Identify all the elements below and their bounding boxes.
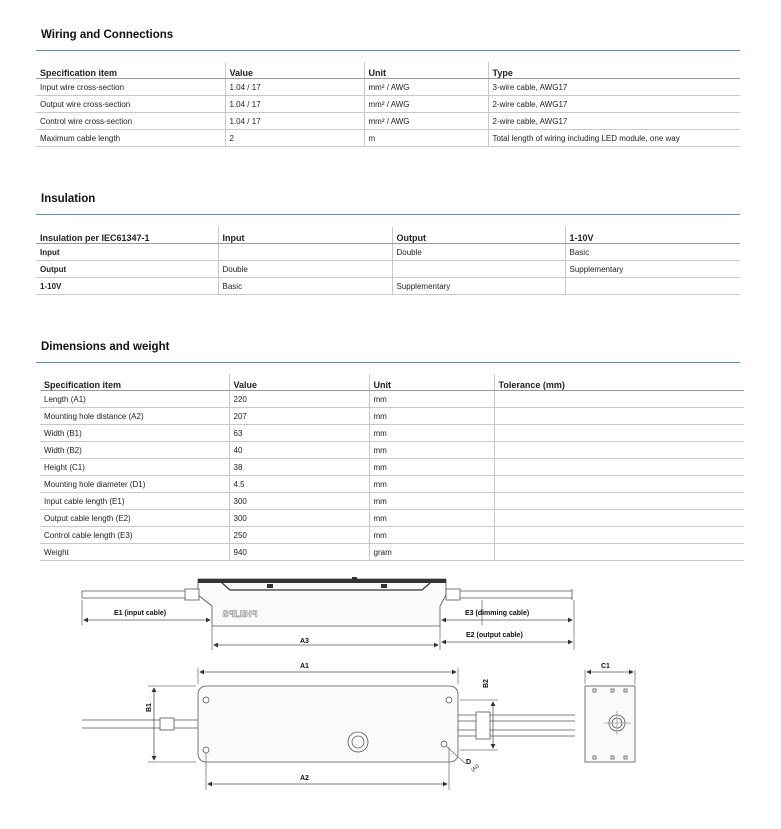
- label-e1: E1 (input cable): [114, 610, 167, 617]
- wiring-table: [36, 62, 740, 147]
- dimensions-cell: 63: [229, 425, 369, 442]
- wiring-cell: Maximum cable length: [36, 130, 225, 147]
- table-row: [36, 244, 740, 261]
- wiring-header-3: Type: [488, 62, 740, 79]
- dimensions-cell: [494, 544, 744, 561]
- table-row: [36, 113, 740, 130]
- dimensions-cell: mm: [369, 527, 494, 544]
- wiring-cell: Input wire cross-section: [36, 79, 225, 96]
- wiring-cell: Total length of wiring including LED module, one way: [488, 130, 740, 147]
- label-e2: E2 (output cable): [466, 632, 523, 639]
- dimensions-cell: mm: [369, 510, 494, 527]
- wiring-cell: mm² / AWG: [364, 113, 488, 130]
- brand-logo: PHILIPS: [222, 609, 258, 619]
- dimensions-cell: Output cable length (E2): [40, 510, 229, 527]
- insulation-cell: Supplementary: [565, 261, 740, 278]
- dimensions-cell: mm: [369, 493, 494, 510]
- wiring-header-2: Unit: [364, 62, 488, 79]
- insulation-cell: 1-10V: [36, 278, 218, 295]
- table-row: [40, 493, 744, 510]
- label-b1: B1: [146, 703, 153, 712]
- end-view: [585, 670, 635, 762]
- insulation-cell: Output: [36, 261, 218, 278]
- wiring-cell: m: [364, 130, 488, 147]
- dimensions-cell: mm: [369, 425, 494, 442]
- wiring-cell: mm² / AWG: [364, 96, 488, 113]
- dimensions-cell: [494, 425, 744, 442]
- insulation-cell: Supplementary: [392, 278, 565, 295]
- dimensions-header-2: Unit: [369, 374, 494, 391]
- dimensions-cell: 4.5: [229, 476, 369, 493]
- insulation-section-title: Insulation: [41, 193, 96, 205]
- dimensions-cell: [494, 459, 744, 476]
- dimensions-cell: Length (A1): [40, 391, 229, 408]
- dimensions-cell: [494, 476, 744, 493]
- dimensions-header-1: Value: [229, 374, 369, 391]
- wiring-cell: 2-wire cable, AWG17: [488, 113, 740, 130]
- wiring-cell: 1.04 / 17: [225, 113, 364, 130]
- dimensions-header-0: Specification item: [40, 374, 229, 391]
- dimensions-cell: [494, 442, 744, 459]
- table-row: [36, 278, 740, 295]
- insulation-cell: [218, 244, 392, 261]
- table-row: [40, 425, 744, 442]
- table-row: [40, 527, 744, 544]
- label-d: D: [466, 759, 472, 766]
- dimensions-cell: mm: [369, 391, 494, 408]
- insulation-cell: Input: [36, 244, 218, 261]
- wiring-header-1: Value: [225, 62, 364, 79]
- technical-drawing: [0, 569, 781, 829]
- table-row: [36, 79, 740, 96]
- table-row: [36, 130, 740, 147]
- dimensions-header-3: Tolerance (mm): [494, 374, 744, 391]
- table-row: [36, 96, 740, 113]
- label-c1: C1: [601, 663, 610, 670]
- insulation-section-rule: [36, 214, 740, 215]
- dimensions-cell: 38: [229, 459, 369, 476]
- dimensions-section-title: Dimensions and weight: [41, 341, 170, 353]
- label-e3: E3 (dimming cable): [465, 610, 530, 617]
- dimensions-cell: mm: [369, 476, 494, 493]
- dimensions-cell: [494, 493, 744, 510]
- dimensions-cell: [494, 527, 744, 544]
- label-a1: A1: [300, 663, 309, 670]
- insulation-cell: Double: [392, 244, 565, 261]
- dimensions-cell: Input cable length (E1): [40, 493, 229, 510]
- dimensions-cell: Control cable length (E3): [40, 527, 229, 544]
- table-row: [40, 476, 744, 493]
- table-row: [40, 510, 744, 527]
- dimensions-cell: [494, 408, 744, 425]
- dimensions-cell: gram: [369, 544, 494, 561]
- dimensions-cell: Width (B1): [40, 425, 229, 442]
- label-b2: B2: [483, 679, 490, 688]
- wiring-cell: Output wire cross-section: [36, 96, 225, 113]
- dimensions-cell: mm: [369, 408, 494, 425]
- dimensions-table: [40, 374, 744, 561]
- table-row: [36, 261, 740, 278]
- insulation-header-3: 1-10V: [565, 227, 740, 244]
- table-row: [40, 459, 744, 476]
- dimensions-cell: mm: [369, 442, 494, 459]
- wiring-cell: 3-wire cable, AWG17: [488, 79, 740, 96]
- insulation-header-2: Output: [392, 227, 565, 244]
- dimensions-cell: Weight: [40, 544, 229, 561]
- insulation-cell: [565, 278, 740, 295]
- wiring-section-title: Wiring and Connections: [41, 29, 174, 41]
- insulation-table: [36, 227, 740, 295]
- label-a2: A2: [300, 775, 309, 782]
- wiring-cell: 2-wire cable, AWG17: [488, 96, 740, 113]
- dimensions-cell: Mounting hole distance (A2): [40, 408, 229, 425]
- insulation-cell: Double: [218, 261, 392, 278]
- insulation-header-0: Insulation per IEC61347-1: [36, 227, 218, 244]
- dimensions-cell: [494, 391, 744, 408]
- dimensions-cell: Width (B2): [40, 442, 229, 459]
- dimensions-section-rule: [36, 362, 740, 363]
- dimensions-cell: Height (C1): [40, 459, 229, 476]
- dimensions-cell: Mounting hole diameter (D1): [40, 476, 229, 493]
- table-row: [40, 391, 744, 408]
- insulation-cell: Basic: [218, 278, 392, 295]
- wiring-cell: 1.04 / 17: [225, 96, 364, 113]
- dimensions-cell: 220: [229, 391, 369, 408]
- table-row: [40, 442, 744, 459]
- insulation-cell: [392, 261, 565, 278]
- top-view: [82, 668, 575, 790]
- label-dx: (4x): [470, 763, 481, 774]
- dimensions-cell: 300: [229, 510, 369, 527]
- dimensions-cell: 300: [229, 493, 369, 510]
- dimensions-cell: [494, 510, 744, 527]
- label-a3: A3: [300, 638, 309, 645]
- dimensions-cell: 40: [229, 442, 369, 459]
- dimensions-cell: 940: [229, 544, 369, 561]
- insulation-header-1: Input: [218, 227, 392, 244]
- wiring-cell: Control wire cross-section: [36, 113, 225, 130]
- insulation-cell: Basic: [565, 244, 740, 261]
- wiring-cell: mm² / AWG: [364, 79, 488, 96]
- dimensions-cell: 250: [229, 527, 369, 544]
- wiring-cell: 2: [225, 130, 364, 147]
- wiring-cell: 1.04 / 17: [225, 79, 364, 96]
- dimensions-cell: mm: [369, 459, 494, 476]
- table-row: [40, 544, 744, 561]
- table-row: [40, 408, 744, 425]
- wiring-header-0: Specification item: [36, 62, 225, 79]
- dimensions-cell: 207: [229, 408, 369, 425]
- wiring-section-rule: [36, 50, 740, 51]
